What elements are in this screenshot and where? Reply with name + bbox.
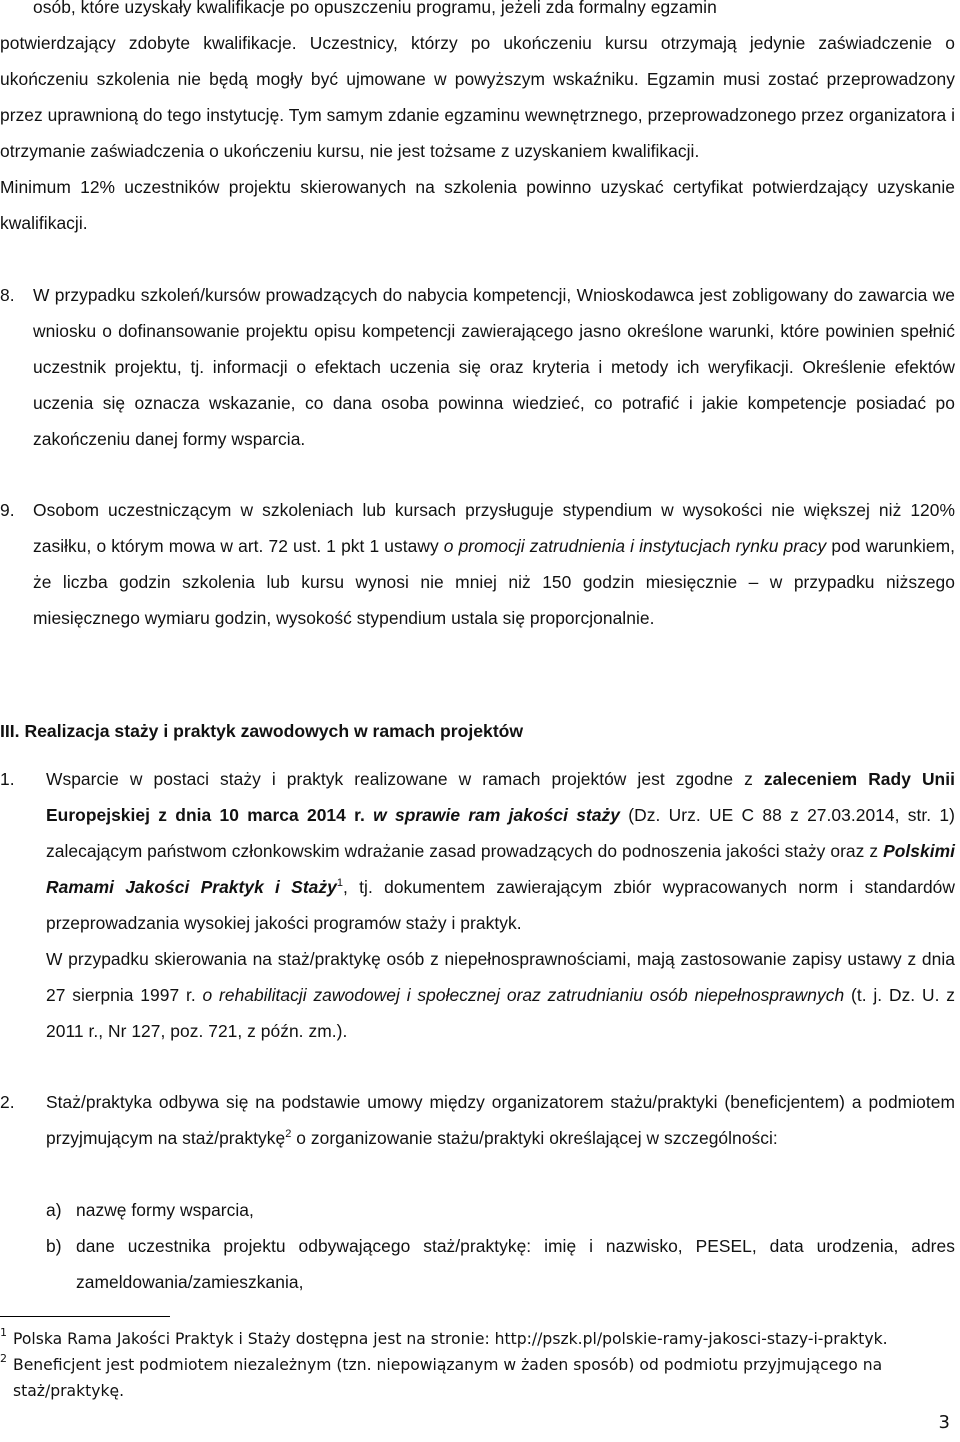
item-1-text-c: , tj. dokumentem zawierającym zbiór wypracowanych norm i standardów przeprowadzania wysokiej jakości programów staży i praktyk.: [46, 877, 955, 933]
intro-line-3: Minimum 12% uczestników projektu skierowanych na szkolenia powinno uzyskać certyfikat potwierdzający uzyskanie kwalifikacji.: [0, 177, 955, 233]
item-1-text-d: W przypadku skierowania na staż/praktykę osób z niepełnosprawnościami, mają zastosowanie zapisy ustawy z dnia 27 sierpnia 1997 r.: [46, 949, 955, 1005]
item-1-text-b: (Dz. Urz. UE C 88 z 27.03.2014, str. 1) zalecającym państwom członkowskim wdrażanie zasad prowadzących do podnoszenia jakości staży oraz z: [46, 805, 955, 861]
item-9-number: 9.: [0, 500, 15, 520]
item-1-recommendation-title: w sprawie ram jakości staży: [373, 805, 621, 825]
footnote-separator: [0, 1316, 170, 1317]
footnote-1-text: Polska Rama Jakości Praktyk i Staży dostępna jest na stronie: http://pszk.pl/polskie-ramy-jakosci-stazy-i-praktyk.: [13, 1330, 888, 1348]
list-item-9: [0, 492, 955, 636]
intro-paragraph: [0, 0, 955, 241]
footnote-1: [0, 1326, 958, 1352]
section3-item-1-number: 1.: [0, 769, 15, 789]
footnote-ref-2: 2: [285, 1128, 292, 1141]
item-1-text-e: (t. j. Dz. U. z 2011 r., Nr 127, poz. 721, z późn. zm.).: [46, 985, 955, 1041]
footnote-2: [0, 1352, 958, 1404]
list-item-8: [0, 277, 955, 457]
footnote-2-mark: 2: [0, 1352, 7, 1365]
section-heading: III. Realizacja staży i praktyk zawodowych w ramach projektów: [0, 721, 524, 741]
item-2-text-b: o zorganizowanie stażu/praktyki określającej w szczególności:: [296, 1128, 778, 1148]
section3-item-2-number: 2.: [0, 1092, 15, 1112]
item-8-text: W przypadku szkoleń/kursów prowadzących do nabycia kompetencji, Wnioskodawca jest zobligowany do zawarcia we wniosku o dofinansowanie projektu opisu kompetencji zawierającego jasno określone warunki, które powinien spełnić uczestnik projektu, tj. informacji o efektach uczenia się oraz kryteria i metody ich weryfikacji. Określenie efektów uczenia się oznacza wskazanie, co dana osoba powinna wiedzieć, co potrafić i jakie kompetencje posiadać po zakończeniu danej formy wsparcia.: [33, 285, 955, 449]
item-9-text-after: pod warunkiem, że liczba godzin szkolenia lub kursu wynosi nie mniej niż 150 godzin miesięcznie – w przypadku niższego miesięcznego wymiaru godzin, wysokość stypendium ustala się proporcjonalnie.: [33, 536, 956, 628]
footnote-1-mark: 1: [0, 1326, 7, 1339]
list-item: [46, 1228, 955, 1300]
item-9-act-title: o promocji zatrudnienia i instytucjach rynku pracy: [443, 536, 827, 556]
page-number: 3: [938, 1412, 950, 1433]
footnote-2-text: Beneficjent jest podmiotem niezależnym (tzn. niepowiązanym w żaden sposób) od podmiotu przyjmującego na staż/praktykę.: [13, 1356, 883, 1400]
item-8-number: 8.: [0, 285, 15, 305]
intro-line-1: osób, które uzyskały kwalifikacje po opuszczeniu programu, jeżeli zda formalny egzamin: [33, 0, 717, 17]
sublist-label-b: b): [46, 1236, 62, 1256]
footnotes: [0, 1326, 958, 1404]
item-2-text-a: Staż/praktyka odbywa się na podstawie umowy między organizatorem stażu/praktyki (beneficjentem) a podmiotem przyjmującym na staż/praktykę: [46, 1092, 955, 1148]
section3-item-2-sublist: [46, 1192, 955, 1300]
intro-line-2: potwierdzający zdobyte kwalifikacje. Uczestnicy, którzy po ukończeniu kursu otrzymają jedynie zaświadczenie o ukończeniu szkolenia nie będą mogły być ujmowane w powyższym wskaźniku. Egzamin musi zostać przeprowadzony przez uprawnioną do tego instytucję. Tym samym zdanie egzaminu wewnętrznego, przeprowadzonego przez organizatora i otrzymanie zaświadczenia o ukończeniu kursu, nie jest tożsame z uzyskaniem kwalifikacji.: [0, 33, 955, 161]
sublist-text-a: nazwę formy wsparcia,: [76, 1200, 254, 1220]
item-1-act-title: o rehabilitacji zawodowej i społecznej oraz zatrudnianiu osób niepełnosprawnych: [202, 985, 845, 1005]
item-1-recommendation: zaleceniem Rady Unii Europejskiej z dnia 10 marca 2014 r.: [46, 769, 955, 825]
sublist-text-b: dane uczestnika projektu odbywającego staż/praktykę: imię i nazwisko, PESEL, data urodzenia, adres zameldowania/zamieszkania,: [76, 1236, 955, 1292]
item-1-framework-name: Polskimi Ramami Jakości Praktyk i Staży: [46, 841, 955, 897]
footnote-ref-1: 1: [336, 877, 344, 890]
item-1-text-a: Wsparcie w postaci staży i praktyk realizowane w ramach projektów jest zgodne z: [46, 769, 753, 789]
list-item: [46, 1192, 955, 1228]
sublist-label-a: a): [46, 1200, 62, 1220]
item-9-text-before: Osobom uczestniczącym w szkoleniach lub kursach przysługuje stypendium w wysokości nie większej niż 120% zasiłku, o którym mowa w art. 72 ust. 1 pkt 1 ustawy: [33, 500, 955, 556]
